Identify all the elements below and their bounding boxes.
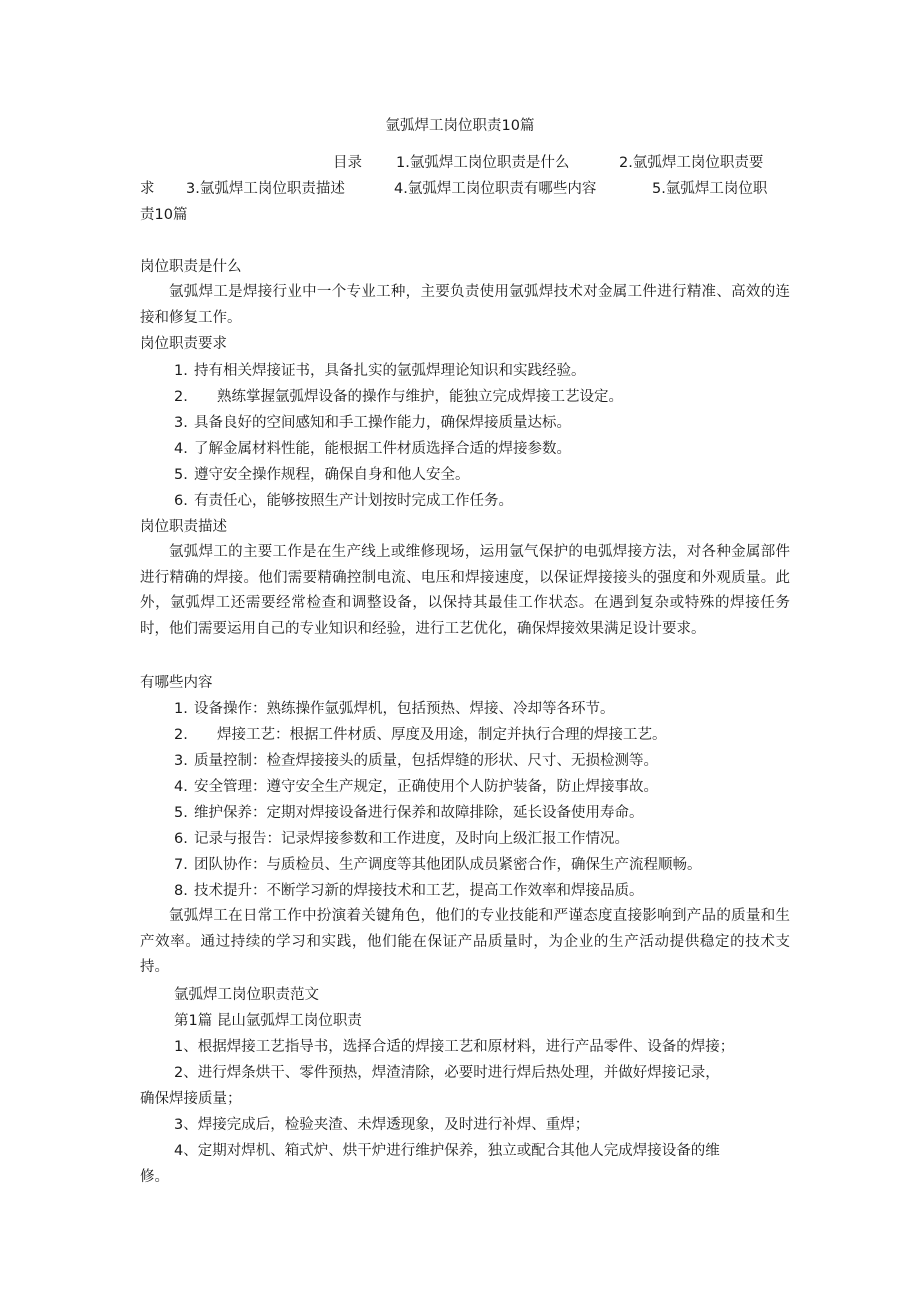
conclusion-paragraph: 氩弧焊工在日常工作中扮演着关键角色，他们的专业技能和严谨态度直接影响到产品的质量和生产效率。通过持续的学习和实践，他们能在保证产品质量时，为企业的生产活动提供稳定的技术支持。: [140, 908, 790, 976]
item-text: 设备操作：熟练操作氩弧焊机，包括预热、焊接、冷却等各环节。: [194, 701, 615, 717]
sample-line: 4、定期对焊机、箱式炉、烘干炉进行维护保养，独立或配合其他人完成焊接设备的维: [174, 1143, 720, 1159]
item-text: 焊接工艺：根据工件材质、厚度及用途，制定并执行合理的焊接工艺。: [217, 727, 667, 743]
item-number: 7.: [174, 857, 188, 873]
requirement-item: [174, 387, 623, 407]
item-number: 2.: [174, 727, 188, 743]
toc-entry[interactable]: 求: [140, 181, 155, 197]
item-text: 维护保养：定期对焊接设备进行保养和故障排除，延长设备使用寿命。: [194, 805, 644, 821]
item-number: 6.: [174, 831, 188, 847]
content-item: [174, 751, 658, 771]
item-number: 2.: [174, 389, 188, 405]
section-heading-contents: 有哪些内容: [140, 675, 213, 691]
item-number: 1.: [174, 701, 188, 717]
requirement-item: [174, 361, 586, 381]
toc-entry[interactable]: 3.氩弧焊工岗位职责描述: [186, 181, 345, 197]
item-text: 了解金属材料性能，能根据工件材质选择合适的焊接参数。: [194, 441, 571, 457]
item-text: 遵守安全操作规程，确保自身和他人安全。: [194, 467, 470, 483]
item-text: 持有相关焊接证书，具备扎实的氩弧焊理论知识和实践经验。: [194, 363, 586, 379]
item-number: 5.: [174, 805, 188, 821]
content-item: [174, 777, 658, 797]
item-text: 安全管理：遵守安全生产规定，正确使用个人防护装备，防止焊接事故。: [194, 779, 658, 795]
toc-entry[interactable]: 2.氩弧焊工岗位职责要: [619, 155, 764, 171]
item-text: 熟练掌握氩弧焊设备的操作与维护，能独立完成焊接工艺设定。: [217, 389, 623, 405]
item-number: 5.: [174, 467, 188, 483]
toc-entry[interactable]: 4.氩弧焊工岗位职责有哪些内容: [394, 181, 597, 197]
item-text: 具备良好的空间感知和手工操作能力，确保焊接质量达标。: [194, 415, 571, 431]
document-title: 氩弧焊工岗位职责10篇: [385, 118, 535, 134]
item-number: 4.: [174, 441, 188, 457]
requirement-item: [174, 465, 470, 485]
toc-label: 目录: [333, 155, 362, 171]
item-number: 3.: [174, 415, 188, 431]
item-text: 团队协作：与质检员、生产调度等其他团队成员紧密合作，确保生产流程顺畅。: [194, 857, 702, 873]
toc-entry[interactable]: 1.氩弧焊工岗位职责是什么: [396, 155, 570, 171]
requirement-item: [174, 491, 513, 511]
requirement-item: [174, 439, 571, 459]
section-heading-description: 岗位职责描述: [140, 519, 227, 535]
item-text: 技术提升：不断学习新的焊接技术和工艺，提高工作效率和焊接品质。: [194, 883, 644, 899]
section-heading-samples: 氩弧焊工岗位职责范文: [174, 987, 319, 1003]
item-number: 1.: [174, 363, 188, 379]
requirement-item: [174, 413, 571, 433]
content-item: [174, 725, 667, 745]
content-item: [174, 699, 615, 719]
toc-entry[interactable]: 责10篇: [140, 207, 188, 223]
item-text: 有责任心，能够按照生产计划按时完成工作任务。: [194, 493, 513, 509]
sample-line: 确保焊接质量；: [140, 1091, 242, 1107]
sample-line: 2、进行焊条烘干、零件预热，焊渣清除，必要时进行焊后热处理，并做好焊接记录，: [174, 1065, 720, 1081]
content-item: [174, 803, 644, 823]
content-item: [174, 829, 629, 849]
sample-title: 第1篇 昆山氩弧焊工岗位职责: [174, 1013, 362, 1029]
section-heading-what: 岗位职责是什么: [140, 259, 242, 275]
item-number: 6.: [174, 493, 188, 509]
item-text: 质量控制：检查焊接接头的质量，包括焊缝的形状、尺寸、无损检测等。: [194, 753, 658, 769]
sample-line: 1、根据焊接工艺指导书，选择合适的焊接工艺和原材料，进行产品零件、设备的焊接；: [174, 1039, 735, 1055]
item-text: 记录与报告：记录焊接参数和工作进度，及时向上级汇报工作情况。: [194, 831, 629, 847]
sample-line: 3、焊接完成后，检验夹渣、未焊透现象，及时进行补焊、重焊；: [174, 1117, 590, 1133]
sample-line: 修。: [140, 1169, 169, 1185]
section-paragraph-what: 氩弧焊工是焊接行业中一个专业工种，主要负责使用氩弧焊技术对金属工件进行精准、高效的连接和修复工作。: [140, 284, 790, 326]
section-paragraph-description: 氩弧焊工的主要工作是在生产线上或维修现场，运用氩气保护的电弧焊接方法，对各种金属部件进行精确的焊接。他们需要精确控制电流、电压和焊接速度，以保证焊接接头的强度和外观质量。此外，氩弧焊工还需要经常检查和调整设备，以保持其最佳工作状态。在遇到复杂或特殊的焊接任务时，他们需要运用自己的专业知识和经验，进行工艺优化，确保焊接效果满足设计要求。: [140, 544, 790, 637]
item-number: 4.: [174, 779, 188, 795]
item-number: 3.: [174, 753, 188, 769]
content-item: [174, 855, 702, 875]
toc-entry[interactable]: 5.氩弧焊工岗位职: [652, 181, 768, 197]
section-heading-requirements: 岗位职责要求: [140, 336, 227, 352]
content-item: [174, 881, 644, 901]
item-number: 8.: [174, 883, 188, 899]
